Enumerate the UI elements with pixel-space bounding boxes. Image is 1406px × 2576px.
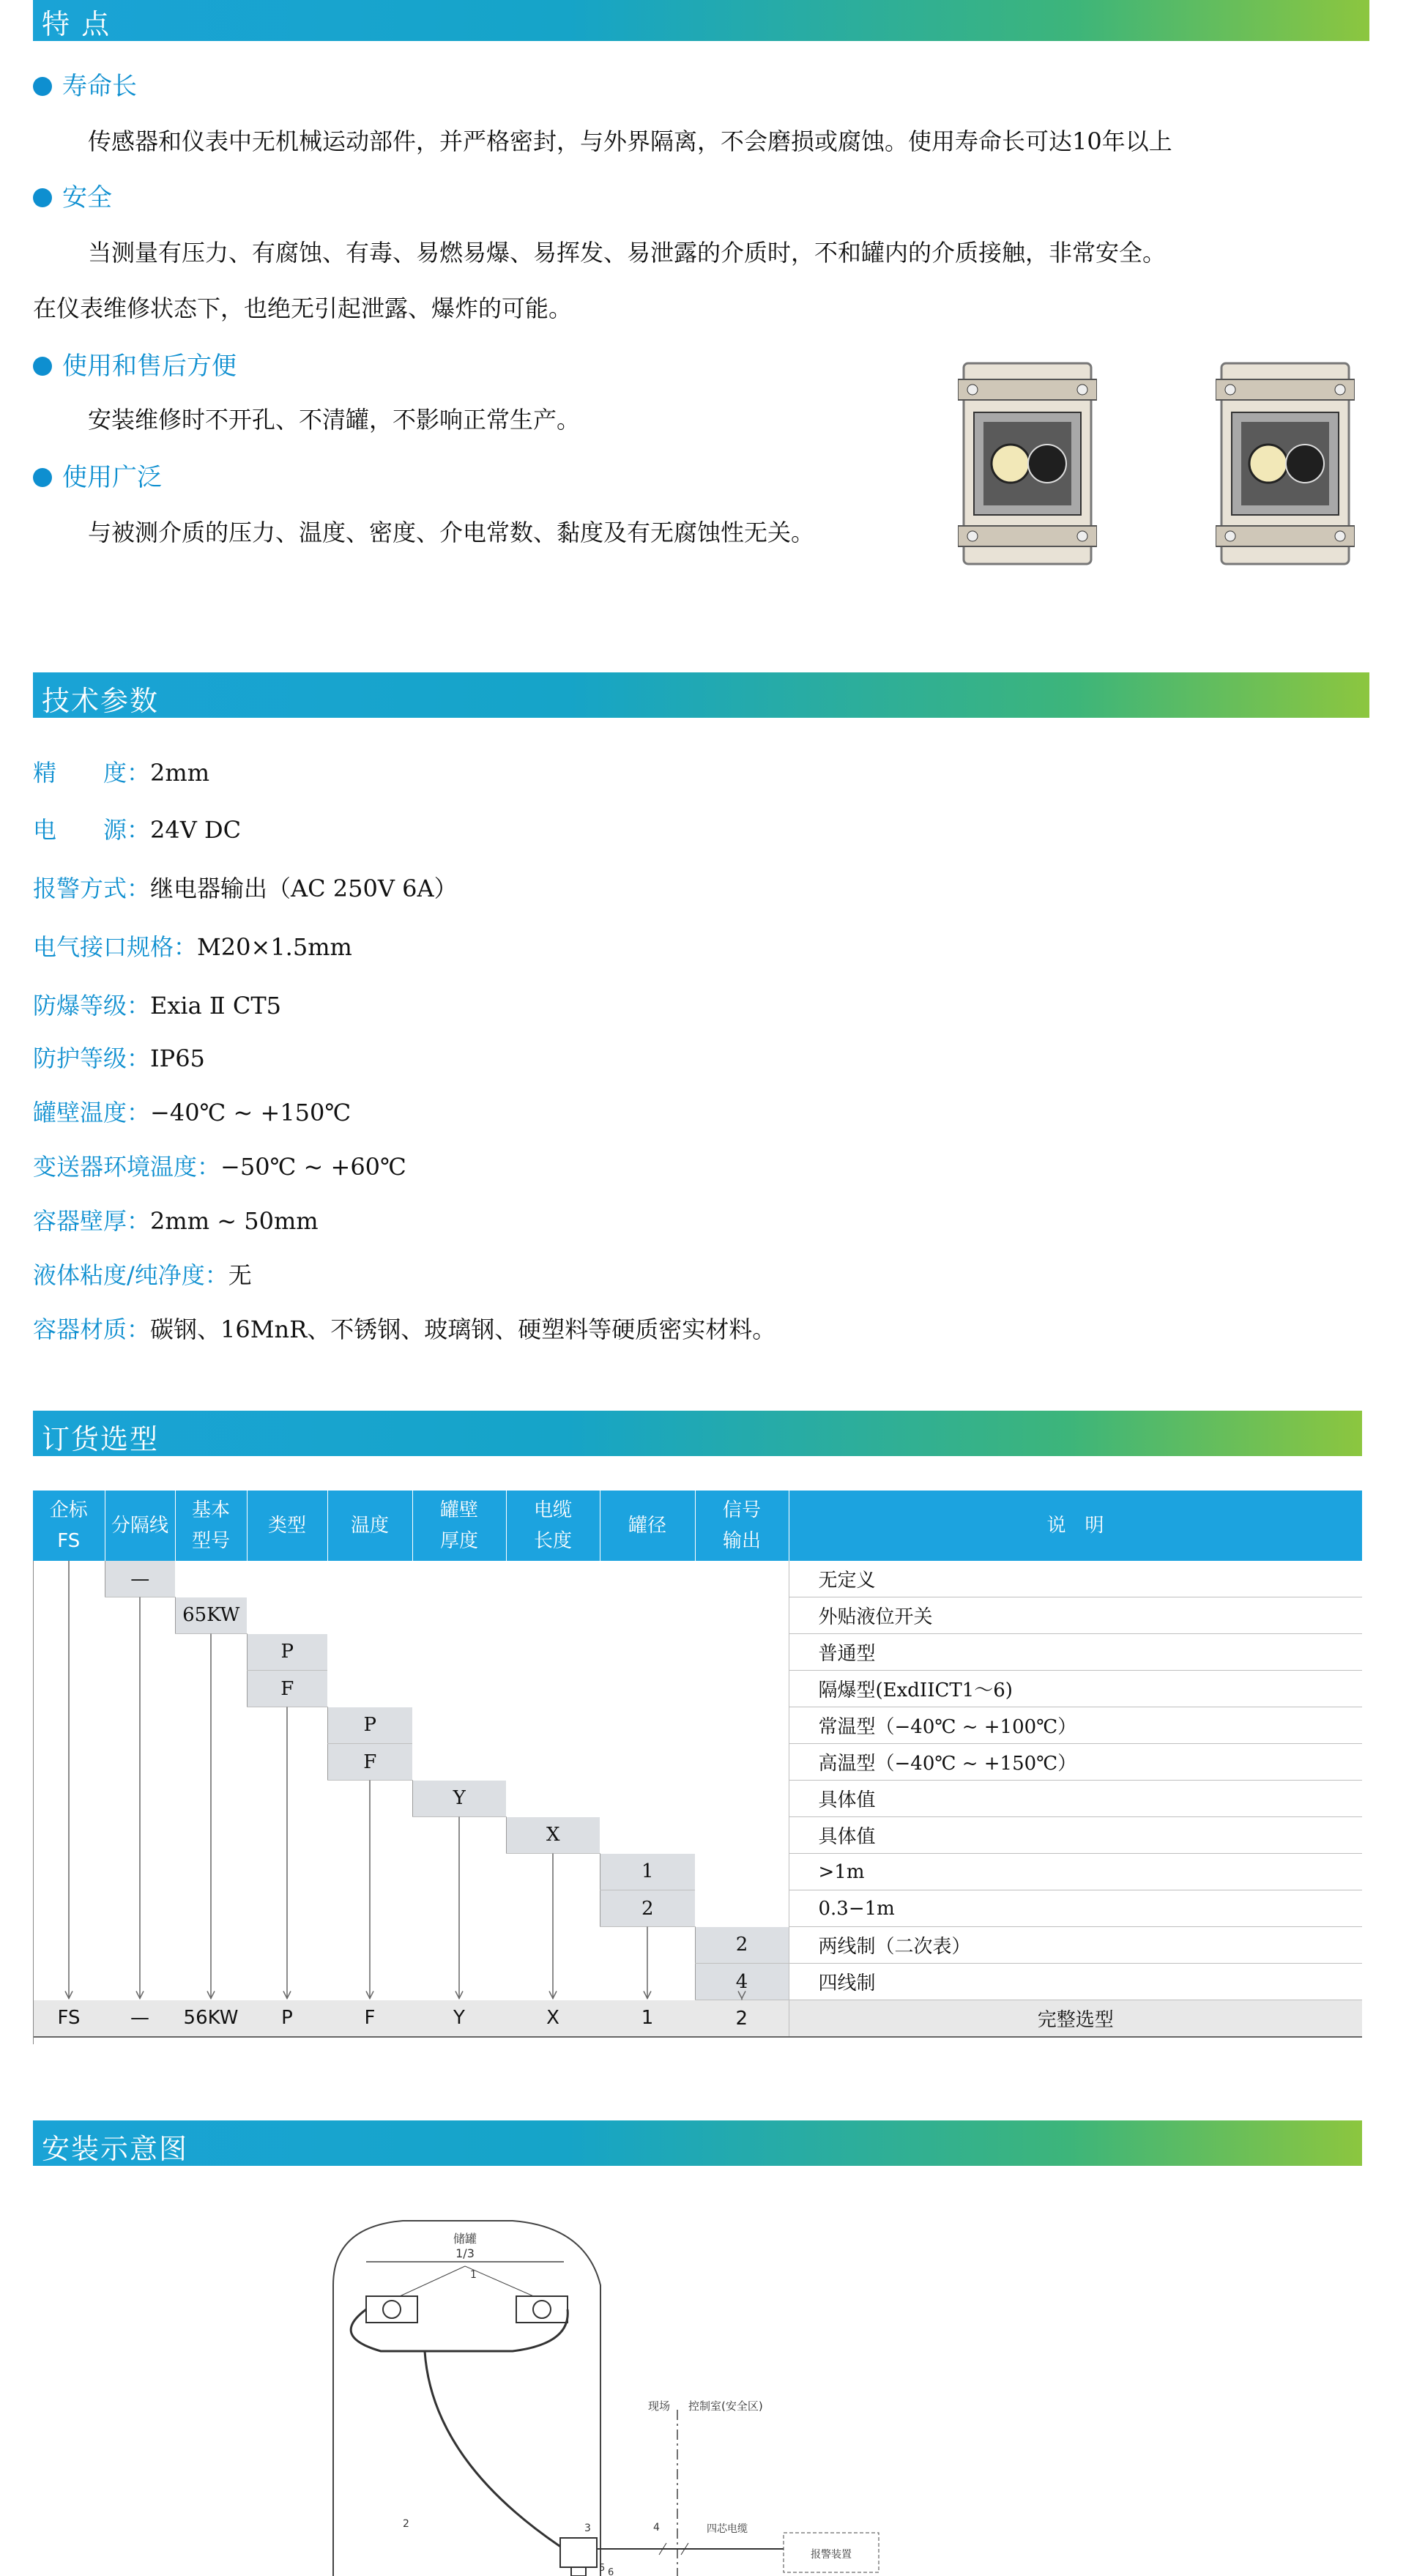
order-row [33,1597,1362,1634]
section-title: 订货选型 [42,1423,160,1455]
feature-heading-safety: 安全 [33,177,112,213]
empty-cell [33,1854,105,1890]
empty-cell [175,1927,247,1964]
feature-heading-wide-use: 使用广泛 [33,457,162,493]
empty-cell [175,1561,247,1597]
empty-cell [33,1964,105,2000]
cable-label: 四芯电缆 [707,2523,748,2535]
feature-text-safety: 当测量有压力、有腐蚀、有毒、易燃易爆、易挥发、易泄露的介质时，不和罐内的介质接触，非常安全。 [88,239,1167,267]
sensor-left [366,2296,417,2323]
empty-cell [506,1890,600,1927]
empty-cell [105,1781,175,1817]
option-code: Y [412,1781,506,1817]
complete-code-cell: 56KW [175,2000,247,2038]
empty-cell [175,1890,247,1927]
section-title: 技术参数 [42,685,160,717]
tank-outline [333,2221,600,2576]
empty-cell [600,1964,695,2000]
header-cell: 说 明 [789,1491,1362,1561]
empty-cell [33,1817,105,1854]
complete-code-cell: X [506,2000,600,2038]
spec-interface: 电气接口规格：M20×1.5mm [33,933,352,961]
empty-cell [412,1890,506,1927]
option-description: 高温型（−40℃ ~ +150℃） [789,1744,1362,1781]
bullet-icon [33,188,52,207]
callout-5: 5 [599,2563,606,2574]
complete-code-cell: Y [412,2000,506,2038]
option-description: >1m [789,1854,1362,1890]
empty-cell [412,1597,506,1634]
empty-cell [600,1561,695,1597]
order-row [33,1964,1362,2000]
empty-cell [412,1964,506,2000]
empty-cell [105,1597,175,1634]
empty-cell [695,1817,789,1854]
sensor-right [516,2296,568,2323]
empty-cell [327,1927,412,1964]
header-cell: 温度 [327,1491,412,1561]
spec-explosion-proof: 防爆等级：Exia Ⅱ CT5 [33,992,282,1020]
header-cell: 信号 输出 [695,1491,789,1561]
spec-wall-thickness: 容器壁厚：2mm ~ 50mm [33,1207,319,1235]
spec-ambient-temp: 变送器环境温度：−50℃ ~ +60℃ [33,1153,406,1181]
empty-cell [695,1707,789,1744]
header-cell: 电缆 长度 [506,1491,600,1561]
empty-cell [327,1671,412,1707]
order-row [33,1561,1362,1597]
empty-cell [327,1561,412,1597]
spec-viscosity: 液体粘度/纯净度：无 [33,1261,252,1289]
empty-cell [695,1561,789,1597]
header-cell: 分隔线 [105,1491,175,1561]
empty-cell [175,1671,247,1707]
order-row [33,1890,1362,1927]
section-bar-params [33,672,1369,718]
empty-cell [247,1707,327,1744]
empty-cell [33,1890,105,1927]
feature-heading-lifetime: 寿命长 [33,66,137,102]
empty-cell [695,1781,789,1817]
option-description: 四线制 [789,1964,1362,2000]
section-title: 特 点 [42,8,111,40]
order-row-complete [33,2000,1362,2038]
option-description: 具体值 [789,1781,1362,1817]
option-description: 两线制（二次表） [789,1927,1362,1964]
empty-cell [247,1744,327,1781]
option-description: 隔爆型(ExdIICT1～6) [789,1671,1362,1707]
empty-cell [33,1781,105,1817]
feature-text-wide-use: 与被测介质的压力、温度、密度、介电常数、黏度及有无腐蚀性无关。 [88,519,815,546]
empty-cell [412,1707,506,1744]
complete-code-cell: 2 [695,2000,789,2038]
empty-cell [247,1561,327,1597]
order-row [33,1744,1362,1781]
empty-cell [412,1671,506,1707]
empty-cell [327,1781,412,1817]
option-code: F [327,1744,412,1781]
option-code: F [247,1671,327,1707]
field-label: 现场 [647,2399,670,2413]
callout-2: 2 [403,2518,409,2530]
option-description: 常温型（−40℃ ~ +100℃） [789,1707,1362,1744]
empty-cell [175,1854,247,1890]
empty-cell [600,1671,695,1707]
option-code: 2 [600,1890,695,1927]
product-photo-1 [958,357,1097,570]
feature-heading-service: 使用和售后方便 [33,346,237,382]
empty-cell [695,1854,789,1890]
empty-cell [412,1927,506,1964]
callout-6: 6 [608,2567,614,2576]
option-description: 外贴液位开关 [789,1597,1362,1634]
empty-cell [175,1744,247,1781]
complete-code-cell: 完整选型 [789,2000,1362,2038]
bullet-icon [33,77,52,96]
empty-cell [695,1744,789,1781]
empty-cell [33,1927,105,1964]
option-code: P [247,1634,327,1671]
option-code: 2 [695,1927,789,1964]
option-description: 具体值 [789,1817,1362,1854]
spec-protection: 防护等级：IP65 [33,1044,205,1072]
complete-code-cell: 1 [600,2000,695,2038]
option-description: 0.3−1m [789,1890,1362,1927]
spec-material: 容器材质：碳钢、16MnR、不锈钢、玻璃钢、硬塑料等硬质密实材料。 [33,1315,776,1343]
option-code: X [506,1817,600,1854]
empty-cell [247,1781,327,1817]
empty-cell [695,1597,789,1634]
bullet-icon [33,357,52,376]
empty-cell [247,1817,327,1854]
control-room-label: 控制室(安全区) [688,2399,763,2413]
empty-cell [105,1817,175,1854]
feature-text-service: 安装维修时不开孔、不清罐，不影响正常生产。 [88,406,581,434]
empty-cell [247,1927,327,1964]
callout-1: 1 [470,2269,477,2281]
option-code: 4 [695,1964,789,2000]
empty-cell [247,1890,327,1927]
empty-cell [327,1890,412,1927]
callout-3: 3 [584,2523,591,2534]
section-bar-order [33,1411,1362,1456]
empty-cell [506,1781,600,1817]
header-cell: 罐径 [600,1491,695,1561]
empty-cell [412,1854,506,1890]
empty-cell [600,1817,695,1854]
tank-label: 储罐 [453,2232,477,2246]
empty-cell [412,1561,506,1597]
empty-cell [247,1854,327,1890]
empty-cell [600,1597,695,1634]
empty-cell [247,1964,327,2000]
header-cell: 罐壁 厚度 [412,1491,506,1561]
order-row [33,1854,1362,1890]
order-row [33,1634,1362,1671]
empty-cell [506,1597,600,1634]
empty-cell [327,1817,412,1854]
empty-cell [695,1671,789,1707]
option-description: 普通型 [789,1634,1362,1671]
spec-accuracy: 精 度：2mm [33,759,210,787]
spec-alarm: 报警方式：继电器输出（AC 250V 6A） [33,875,458,902]
order-row [33,1671,1362,1707]
empty-cell [506,1854,600,1890]
empty-cell [506,1671,600,1707]
complete-code-cell: P [247,2000,327,2038]
empty-cell [33,1707,105,1744]
empty-cell [247,1597,327,1634]
section-title: 安装示意图 [42,2133,189,2165]
order-row [33,1707,1362,1744]
callout-4: 4 [653,2522,660,2534]
empty-cell [506,1744,600,1781]
empty-cell [600,1707,695,1744]
empty-cell [506,1927,600,1964]
bullet-icon [33,468,52,487]
spec-wall-temp: 罐壁温度：−40℃ ~ +150℃ [33,1099,352,1126]
transmitter [560,2538,597,2576]
empty-cell [175,1964,247,2000]
empty-cell [105,1854,175,1890]
empty-cell [506,1964,600,2000]
product-photo-2 [1216,357,1355,570]
empty-cell [105,1890,175,1927]
empty-cell [175,1781,247,1817]
alarm-device-label: 报警装置 [811,2549,852,2561]
option-code: 1 [600,1854,695,1890]
complete-code-cell: FS [33,2000,105,2038]
empty-cell [695,1634,789,1671]
empty-cell [105,1671,175,1707]
dimension-label: 1/3 [455,2246,475,2260]
installation-diagram [293,2205,1025,2576]
empty-cell [506,1561,600,1597]
feature-text-lifetime: 传感器和仪表中无机械运动部件，并严格密封，与外界隔离，不会磨损或腐蚀。使用寿命长可达10年以上 [88,127,1172,155]
empty-cell [695,1890,789,1927]
empty-cell [412,1634,506,1671]
order-row [33,1781,1362,1817]
empty-cell [105,1707,175,1744]
order-row [33,1927,1362,1964]
option-description: 无定义 [789,1561,1362,1597]
empty-cell [506,1634,600,1671]
empty-cell [412,1817,506,1854]
empty-cell [105,1964,175,2000]
section-bar-features [33,0,1369,41]
option-code: — [105,1561,175,1597]
empty-cell [600,1927,695,1964]
empty-cell [175,1817,247,1854]
empty-cell [175,1634,247,1671]
empty-cell [327,1597,412,1634]
option-code: P [327,1707,412,1744]
header-cell: 企标 FS [33,1491,105,1561]
order-row [33,1817,1362,1854]
section-bar-install [33,2120,1362,2166]
empty-cell [33,1561,105,1597]
complete-code-cell: F [327,2000,412,2038]
order-table [33,1491,1363,2038]
feature-text-safety-2: 在仪表维修状态下，也绝无引起泄露、爆炸的可能。 [33,294,573,322]
empty-cell [600,1744,695,1781]
header-cell: 基本 型号 [175,1491,247,1561]
empty-cell [600,1781,695,1817]
empty-cell [600,1634,695,1671]
empty-cell [33,1634,105,1671]
empty-cell [33,1597,105,1634]
empty-cell [412,1744,506,1781]
empty-cell [327,1854,412,1890]
spec-power: 电 源：24V DC [33,816,242,844]
empty-cell [33,1671,105,1707]
empty-cell [327,1964,412,2000]
empty-cell [105,1744,175,1781]
empty-cell [105,1634,175,1671]
empty-cell [33,1744,105,1781]
empty-cell [327,1634,412,1671]
complete-code-cell: — [105,2000,175,2038]
empty-cell [105,1927,175,1964]
empty-cell [506,1707,600,1744]
header-cell: 类型 [247,1491,327,1561]
option-code: 65KW [175,1597,247,1634]
order-table-header [33,1491,1362,1561]
empty-cell [175,1707,247,1744]
